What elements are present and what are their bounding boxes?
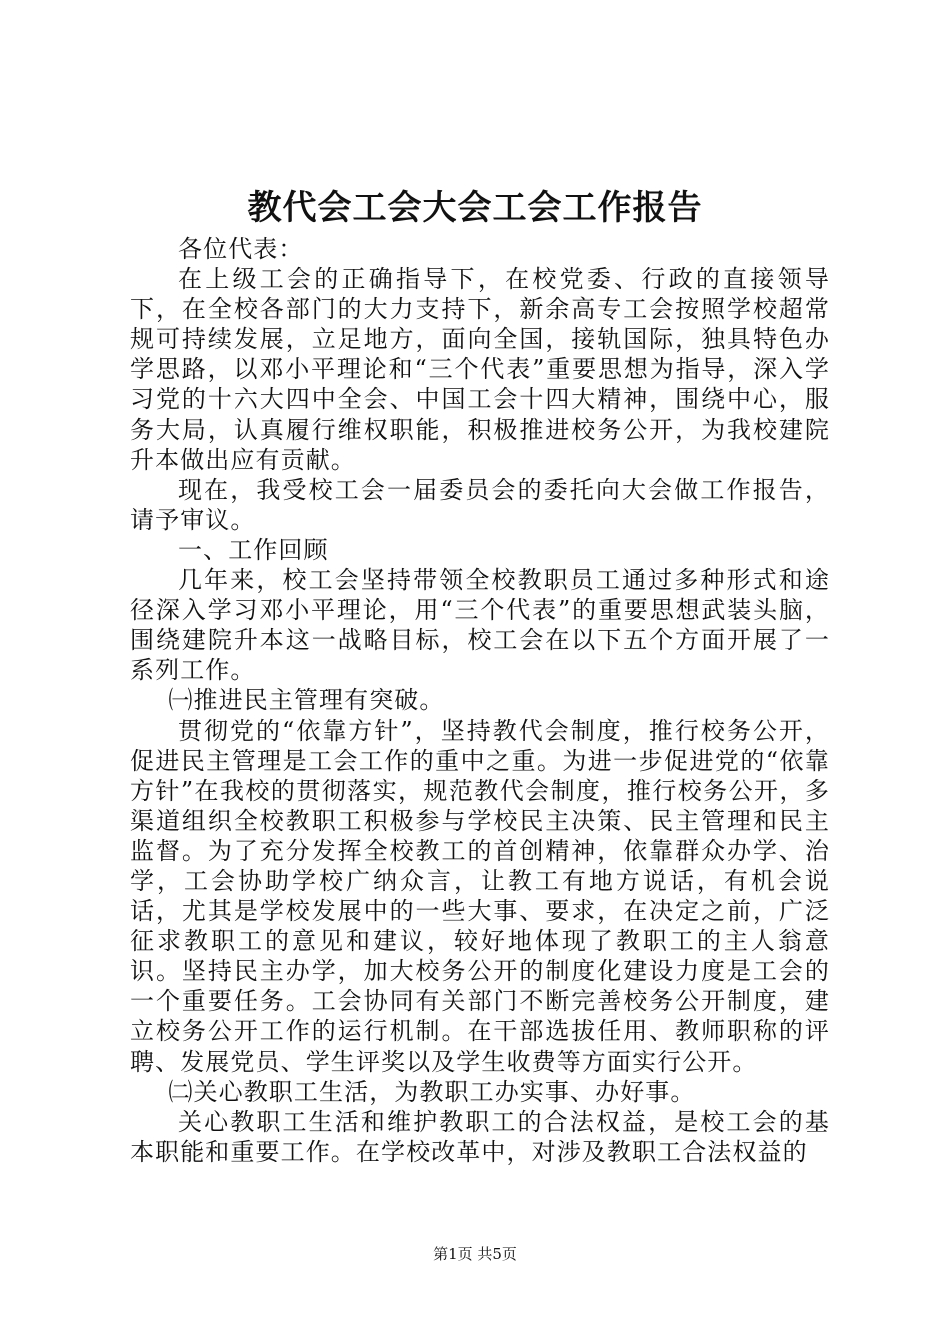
salutation: 各位代表： xyxy=(178,235,304,263)
document-title: 教代会工会大会工会工作报告 xyxy=(247,188,703,228)
body-paragraph: 在上级工会的正确指导下，在校党委、行政的直接领导下，在全校各部门的大力支持下，新余高专工会按照学校超常规可持续发展，立足地方，面向全国，接轨国际，独具特色办学思路，以邓小平理论和“三个代表”重要思想为指导，深入学习党的十六大四中全会、中国工会十四大精神，围绕中心，服务大局，认真履行维权职能，积极推进校务公开，为我校建院升本做出应有贡献。 xyxy=(130,265,830,474)
body-paragraph: 现在，我受校工会一届委员会的委托向大会做工作报告，请予审议。 xyxy=(130,475,830,534)
section-heading: 一、工作回顾 xyxy=(178,535,329,564)
body-paragraph: 关心教职工生活和维护教职工的合法权益，是校工会的基本职能和重要工作。在学校改革中，对涉及教职工合法权益的 xyxy=(130,1107,830,1166)
subsection-heading: ㈠推进民主管理有突破。 xyxy=(168,686,445,715)
page-number: 第1页 共5页 xyxy=(433,1245,517,1263)
subsection-heading: ㈡关心教职工生活，为教职工办实事、办好事。 xyxy=(168,1077,696,1106)
document-body xyxy=(130,234,830,1167)
body-paragraph: 贯彻党的“依靠方针”，坚持教代会制度，推行校务公开，促进民主管理是工会工作的重中之重。为进一步促进党的“依靠方针”在我校的贯彻落实，规范教代会制度，推行校务公开，多渠道组织全校教职工积极参与学校民主决策、民主管理和民主监督。为了充分发挥全校教工的首创精神，依靠群众办学、治学，工会协助学校广纳众言，让教工有地方说话，有机会说话，尤其是学校发展中的一些大事、要求，在决定之前，广泛征求教职工的意见和建议，较好地体现了教职工的主人翁意识。坚持民主办学，加大校务公开的制度化建设力度是工会的一个重要任务。工会协同有关部门不断完善校务公开制度，建立校务公开工作的运行机制。在干部选拔任用、教师职称的评聘、发展党员、学生评奖以及学生收费等方面实行公开。 xyxy=(130,716,830,1076)
body-paragraph: 几年来，校工会坚持带领全校教职员工通过多种形式和途径深入学习邓小平理论，用“三个代表”的重要思想武装头脑，围绕建院升本这一战略目标，校工会在以下五个方面开展了一系列工作。 xyxy=(130,566,830,685)
